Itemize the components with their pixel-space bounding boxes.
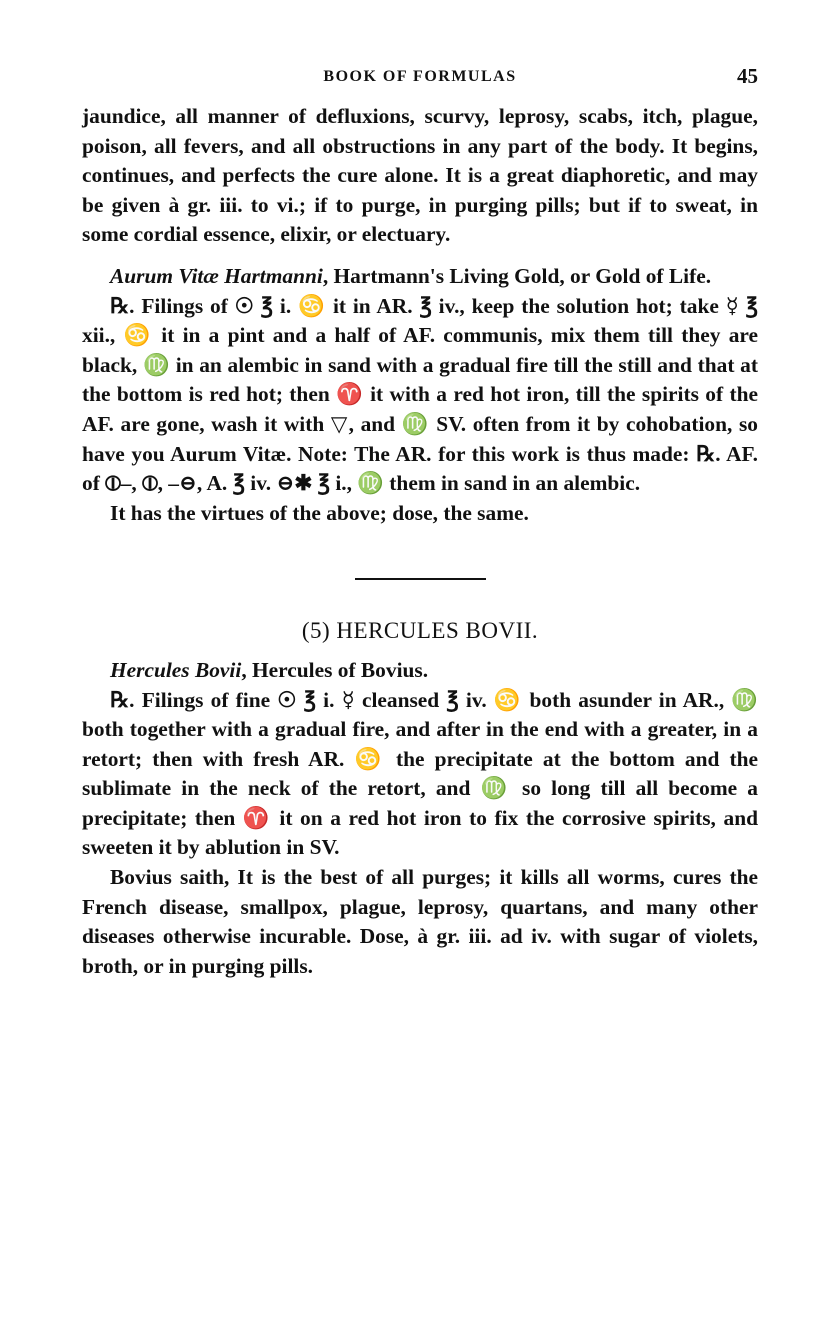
- hercules-bovii-english-name: , Hercules of Bovius.: [241, 657, 429, 682]
- continuation-paragraph: jaundice, all manner of defluxions, scurvy, leprosy, scabs, itch, plague, poison, all fevers, and all obstructions in any part of the body. It begins, continues, and perfects the cure alone. It is a great diaphoretic, and may be given à gr. iii. to vi.; if to purge, in purging pills; but if to sweat, in some cordial essence, elixir, or electuary.: [82, 104, 758, 247]
- aurum-vitae-english-name: , Hartmann's Living Gold, or Gold of Life.: [322, 263, 712, 288]
- section-divider: [355, 578, 486, 580]
- page-number: 45: [737, 64, 758, 88]
- book-page: [82, 64, 758, 981]
- running-head: [82, 64, 758, 94]
- aurum-vitae-recipe: ℞. Filings of ☉ ℥ i. ♋ it in AR. ℥ iv., keep the solution hot; take ☿ ℥ xii., ♋ it in a pint and a half of AF. communis, mix them till they are black, ♍ in an alembic in sand with a gradual fire till the still and that at the bottom is red hot; then ♈ it with a red hot iron, till the spirits of the AF. are gone, wash it with ▽, and ♍ SV. often from it by cohobation, so have you Aurum Vitæ. Note: The AR. for this work is thus made: ℞. AF. of ⦶–, ⦶, –⊖, A. ℥ iv. ⊖✱ ℥ i., ♍ them in sand in an alembic.: [82, 293, 758, 496]
- aurum-vitae-latin-name: Aurum Vitæ Hartmanni: [110, 263, 323, 288]
- running-title: BOOK OF FORMULAS: [323, 68, 517, 85]
- hercules-bovii-latin-name: Hercules Bovii: [110, 657, 242, 682]
- aurum-vitae-virtues: It has the virtues of the above; dose, the same.: [110, 500, 529, 525]
- section-heading: (5) HERCULES BOVII.: [301, 618, 539, 644]
- hercules-bovii-note: Bovius saith, It is the best of all purges; it kills all worms, cures the French disease, smallpox, plague, leprosy, quartans, and many other diseases otherwise incurable. Dose, à gr. iii. ad iv. with sugar of violets, broth, or in purging pills.: [82, 865, 758, 978]
- hercules-bovii-title: [82, 656, 758, 686]
- aurum-vitae-title: [82, 262, 758, 292]
- hercules-bovii-recipe: ℞. Filings of fine ☉ ℥ i. ☿ cleansed ℥ iv. ♋ both asunder in AR., ♍ both together with a gradual fire, and after in the end with a greater, in a retort; then with fresh AR. ♋ the precipitate at the bottom and the sublimate in the neck of the retort, and ♍ so long till all become a precipitate; then ♈ it on a red hot iron to fix the corrosive spirits, and sweeten it by ablution in SV.: [82, 687, 758, 860]
- page-body: [82, 102, 758, 981]
